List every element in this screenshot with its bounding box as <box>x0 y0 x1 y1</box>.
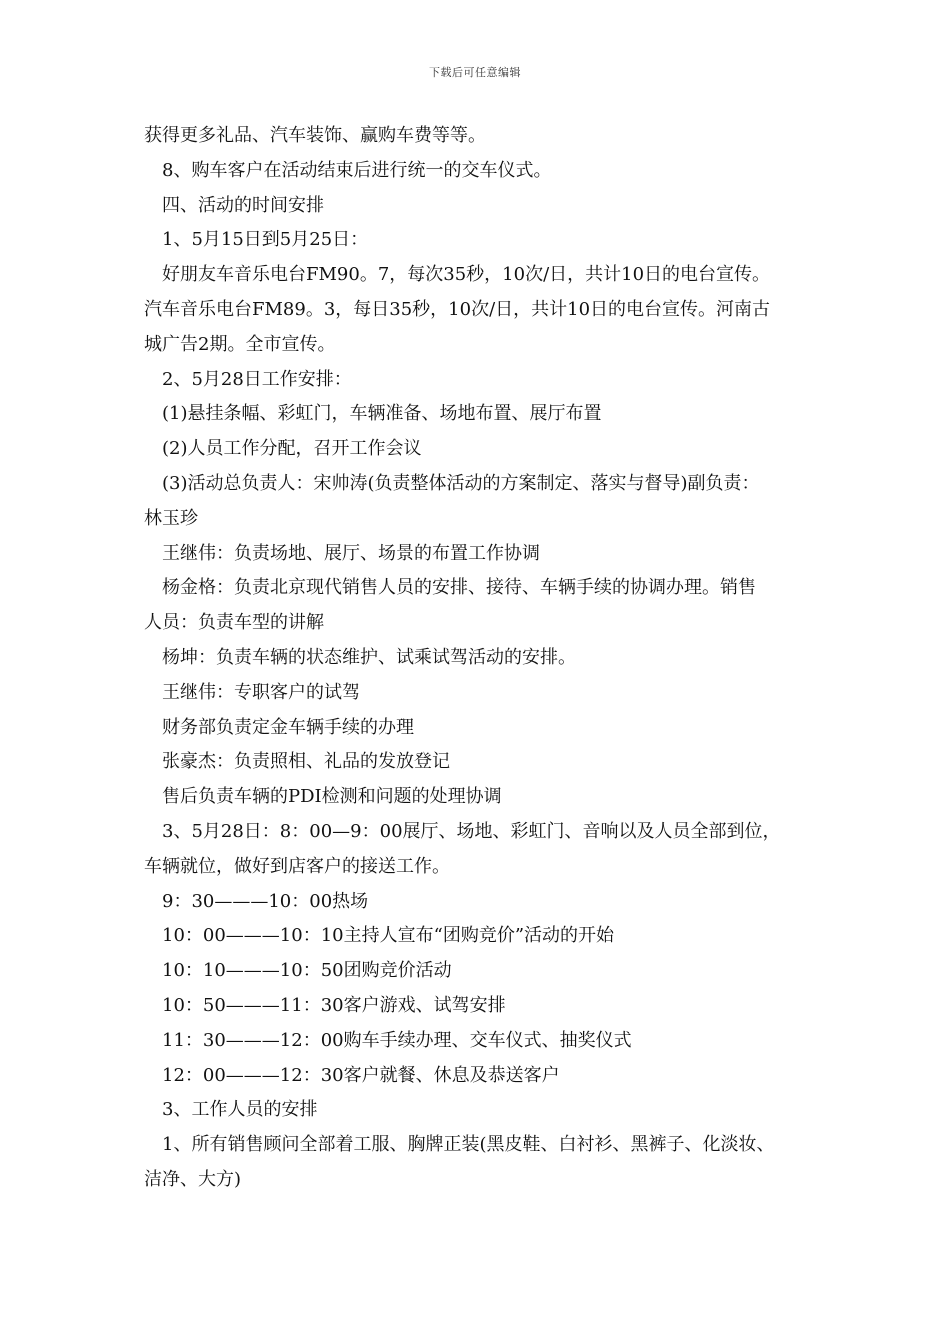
text-line: 10：10———10：50团购竞价活动 <box>162 960 452 982</box>
text-line: 城广告2期。全市宣传。 <box>144 333 336 355</box>
text-line: (2)人员工作分配，召开工作会议 <box>162 438 422 460</box>
text-line: 10：50———11：30客户游戏、试驾安排 <box>162 994 506 1016</box>
text-line: 9：30———10：00热场 <box>162 890 369 912</box>
text-line: 王继伟：负责场地、展厅、场景的布置工作协调 <box>162 542 540 564</box>
text-line: 张豪杰：负责照相、礼品的发放登记 <box>162 751 450 773</box>
text-line: 人员：负责车型的讲解 <box>144 612 324 634</box>
document-body <box>144 119 834 1198</box>
text-line: 10：00———10：10主持人宣布“团购竞价”活动的开始 <box>162 925 615 947</box>
text-line: 1、5月15日到5月25日： <box>162 229 369 251</box>
text-line: 8、购车客户在活动结束后进行统一的交车仪式。 <box>162 159 552 181</box>
text-line: 林玉珍 <box>144 507 198 529</box>
text-line: 3、工作人员的安排 <box>162 1099 318 1121</box>
text-line: 获得更多礼品、汽车装饰、赢购车费等等。 <box>144 125 486 146</box>
text-line: 3、5月28日：8：00—9：00展厅、场地、彩虹门、音响以及人员全部到位， <box>162 820 781 842</box>
text-line: 12：00———12：30客户就餐、休息及恭送客户 <box>162 1064 560 1086</box>
text-line: 1、所有销售顾问全部着工服、胸牌正装(黑皮鞋、白衬衫、黑裤子、化淡妆、 <box>162 1134 775 1156</box>
text-line: 11：30———12：00购车手续办理、交车仪式、抽奖仪式 <box>162 1029 632 1051</box>
text-line: 售后负责车辆的PDI检测和问题的处理协调 <box>162 786 502 808</box>
page-header: 下载后可任意编辑 <box>429 66 521 79</box>
text-line: 王继伟：专职客户的试驾 <box>162 681 360 703</box>
text-line: 四、活动的时间安排 <box>162 194 324 216</box>
text-line: 车辆就位，做好到店客户的接送工作。 <box>144 855 450 877</box>
text-line: 2、5月28日工作安排： <box>162 368 352 390</box>
text-line: 洁净、大方) <box>144 1168 242 1190</box>
text-line: (3)活动总负责人：宋帅涛(负责整体活动的方案制定、落实与督导)副负责： <box>162 472 760 494</box>
text-line: 杨金格：负责北京现代销售人员的安排、接待、车辆手续的协调办理。销售 <box>162 577 756 599</box>
text-line: (1)悬挂条幅、彩虹门，车辆准备、场地布置、展厅布置 <box>162 403 602 425</box>
text-line: 杨坤：负责车辆的状态维护、试乘试驾活动的安排。 <box>162 646 576 668</box>
text-line: 财务部负责定金车辆手续的办理 <box>162 716 414 738</box>
text-line: 好朋友车音乐电台FM90。7，每次35秒，10次/日，共计10日的电台宣传。 <box>162 264 771 286</box>
text-line: 汽车音乐电台FM89。3，每日35秒，10次/日，共计10日的电台宣传。河南古 <box>144 298 771 320</box>
